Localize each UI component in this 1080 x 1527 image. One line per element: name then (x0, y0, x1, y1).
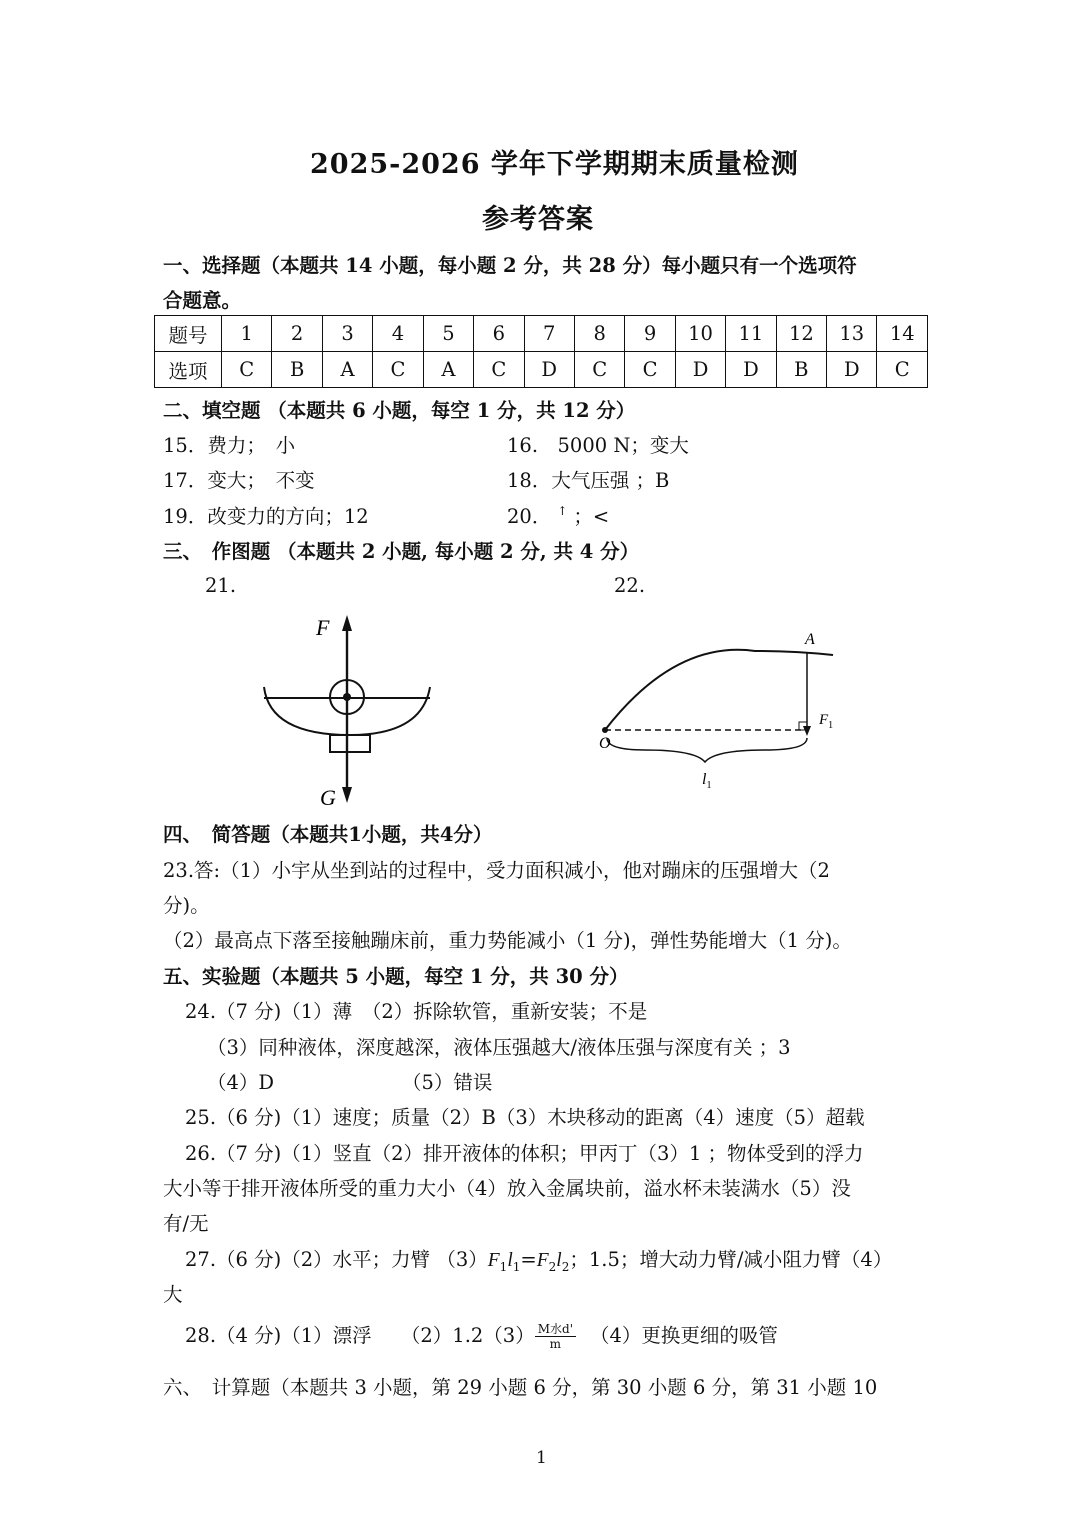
table-row-label: 选项 (155, 352, 222, 388)
brace (607, 738, 807, 762)
answer-26-line1: 26.（7 分)（1）竖直（2）排开液体的体积；甲丙丁（3）1 ；物体受到的浮力 (185, 1142, 864, 1165)
formula-f2: F (536, 1250, 549, 1271)
answer-24-line1: 24.（7 分)（1）薄 （2）拆除软管，重新安装；不是 (185, 1000, 648, 1023)
answer-27-line1 (185, 1244, 892, 1274)
answer-24-line3b: （5）错误 (402, 1071, 493, 1094)
fraction-numerator: M水d' (535, 1322, 576, 1337)
lever-curve (605, 650, 833, 730)
answer-27-part-b: ；1.5；增大动力臂/减小阻力臂（4） (569, 1248, 893, 1271)
table-cell: C (222, 352, 272, 388)
answer-23-line1: 23.答:（1）小宇从坐到站的过程中，受力面积减小，他对蹦床的压强增大（2 (163, 859, 830, 882)
formula-sub: 2 (548, 1259, 557, 1274)
answer-26-line3: 有/无 (163, 1212, 209, 1235)
section1-heading: 一、选择题（本题共 14 小题，每小题 2 分，共 28 分）每小题只有一个选项符 (163, 254, 857, 277)
table-cell: 8 (574, 316, 624, 352)
figure-21-diagram (250, 605, 450, 815)
table-cell: 1 (222, 316, 272, 352)
section5-heading: 五、实验题（本题共 5 小题，每空 1 分，共 30 分） (163, 965, 629, 988)
table-cell: 11 (726, 316, 776, 352)
section3-heading: 三、 作图题 （本题共 2 小题, 每小题 2 分, 共 4 分） (163, 540, 640, 563)
point-label-o: O (599, 735, 611, 752)
arm-label-l1-sub: 1 (706, 780, 712, 791)
answer-20-rest: ；< (573, 505, 610, 528)
answer-24-line2: （3）同种液体，深度越深，液体压强越大/液体压强与深度有关 ；3 (207, 1036, 791, 1059)
table-cell: C (474, 352, 524, 388)
answer-17: 17．变大； 不变 (163, 469, 315, 492)
formula-l1: l (507, 1250, 513, 1271)
table-cell: C (625, 352, 675, 388)
answer-27-line2: 大 (163, 1283, 183, 1306)
answer-25: 25.（6 分)（1）速度；质量（2）B（3）木块移动的距离（4）速度（5）超载 (185, 1106, 865, 1129)
force-label-f1-letter: F (819, 712, 829, 728)
answer-26-line2: 大小等于排开液体所受的重力大小（4）放入金属块前，溢水杯未装满水（5）没 (163, 1177, 851, 1200)
force-label-f: F (316, 615, 330, 640)
fraction-denominator: m (549, 1337, 562, 1351)
table-cell: 7 (524, 316, 574, 352)
table-cell: 9 (625, 316, 675, 352)
question-22-number: 22. (614, 574, 646, 597)
formula-sub: 1 (499, 1259, 508, 1274)
table-cell: 6 (474, 316, 524, 352)
point-label-a: A (805, 631, 815, 648)
formula-equals: = (520, 1248, 537, 1271)
table-cell: 13 (827, 316, 877, 352)
arrow-down-icon (342, 787, 352, 803)
table-cell: 14 (877, 316, 928, 352)
answer-28 (185, 1320, 778, 1351)
table-cell: A (423, 352, 473, 388)
arm-label-l1-letter: l (702, 771, 707, 788)
answer-27-part-a: 27.（6 分)（2）水平；力臂 （3） (185, 1248, 488, 1271)
force-label-f1 (818, 712, 833, 731)
table-cell: A (322, 352, 372, 388)
table-cell: 2 (272, 316, 322, 352)
answer-table (154, 315, 928, 388)
table-cell: D (827, 352, 877, 388)
page-number: 1 (536, 1448, 547, 1468)
table-cell: B (272, 352, 322, 388)
table-row-choices (155, 352, 928, 388)
section6-heading: 六、 计算题（本题共 3 小题，第 29 小题 6 分，第 30 小题 6 分，第 31 小题 10 (163, 1376, 878, 1399)
arm-label-l1 (702, 771, 711, 791)
arrow-up-icon (342, 615, 352, 631)
page-subtitle: 参考答案 (482, 204, 594, 235)
answer-18: 18．大气压强 ；B (507, 469, 670, 492)
table-cell: D (726, 352, 776, 388)
answer-19: 19．改变力的方向；12 (163, 505, 369, 528)
formula-sub: 2 (561, 1259, 570, 1274)
table-row-label: 题号 (155, 316, 222, 352)
pivot-point (602, 727, 608, 733)
table-cell: 4 (373, 316, 423, 352)
fraction (535, 1322, 576, 1351)
formula-f1: F (487, 1250, 500, 1271)
section4-heading: 四、 简答题（本题共1小题，共4分） (163, 823, 493, 846)
table-cell: C (373, 352, 423, 388)
weight-block (330, 735, 370, 752)
table-cell: 10 (675, 316, 725, 352)
answer-23-line2: 分)。 (163, 894, 210, 917)
table-cell: D (524, 352, 574, 388)
answer-20 (507, 501, 609, 529)
table-cell: C (574, 352, 624, 388)
answer-28-part-a: 28.（4 分)（1）漂浮 （2）1.2（3） (185, 1324, 535, 1347)
formula-l2: l (556, 1250, 562, 1271)
answer-23-line3: （2）最高点下落至接触蹦床前，重力势能减小（1 分)，弹性势能增大（1 分)。 (163, 929, 852, 952)
force-label-f1-sub: 1 (828, 720, 834, 731)
section1-heading-cont: 合题意。 (163, 289, 242, 312)
table-cell: 3 (322, 316, 372, 352)
figure-22-diagram (595, 620, 845, 800)
table-cell: 5 (423, 316, 473, 352)
answer-20-number: 20． (507, 505, 552, 528)
answer-28-part-b: （4）更换更细的吸管 (590, 1324, 778, 1347)
answer-15: 15．费力； 小 (163, 434, 296, 457)
page-title: 2025-2026 学年下学期期末质量检测 (310, 149, 799, 180)
table-row-numbers (155, 316, 928, 352)
arrow-up-icon: ↑ (557, 504, 568, 518)
answer-16: 16. 5000 N；变大 (507, 434, 689, 457)
question-21-number: 21. (205, 574, 237, 597)
gravity-label-g: G (320, 785, 336, 810)
table-cell: B (776, 352, 826, 388)
formula-sub: 1 (512, 1259, 521, 1274)
section2-heading: 二、填空题 （本题共 6 小题，每空 1 分，共 12 分） (163, 399, 636, 422)
table-cell: D (675, 352, 725, 388)
table-cell: C (877, 352, 928, 388)
table-cell: 12 (776, 316, 826, 352)
answer-24-line3a: （4）D (207, 1071, 275, 1094)
